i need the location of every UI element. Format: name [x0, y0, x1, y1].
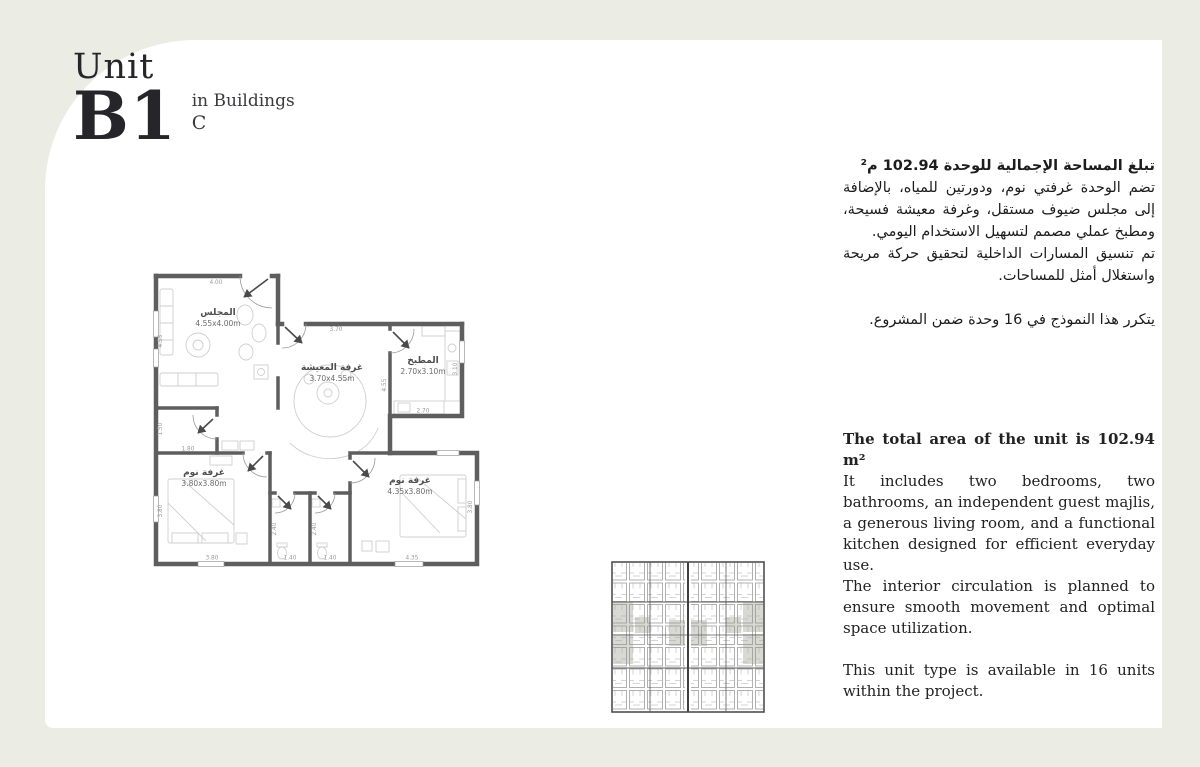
svg-text:المطبخ: المطبخ [407, 356, 439, 366]
arabic-body-2: تم تنسيق المسارات الداخلية لتحقيق حركة مريحة واستغلال أمثل للمساحات. [843, 246, 1155, 284]
svg-text:3.80: 3.80 [205, 555, 219, 562]
svg-text:2.40: 2.40 [312, 522, 318, 536]
arabic-body-1: تضم الوحدة غرفتي نوم، ودورتين للمياه، بالإضافة إلى مجلس ضيوف مستقل، وغرفة معيشة فسيحة، ومطبخ عملي مصمم لتسهيل الاستخدام اليومي. [843, 180, 1155, 240]
svg-text:1.50: 1.50 [158, 422, 164, 436]
svg-text:3.80x3.80m: 3.80x3.80m [181, 479, 227, 488]
room-label-majlis [195, 308, 240, 328]
unit-title-block [73, 47, 295, 155]
english-area-heading: The total area of the unit is 102.94 m² [843, 430, 1155, 469]
svg-text:1.40: 1.40 [283, 555, 297, 562]
room-label-kitchen [400, 356, 445, 376]
svg-text:2.70: 2.70 [416, 408, 430, 415]
svg-text:3.80: 3.80 [468, 500, 474, 514]
svg-text:1.80: 1.80 [181, 446, 195, 453]
furniture-layer [160, 289, 466, 559]
svg-text:4.35x3.80m: 4.35x3.80m [387, 487, 433, 496]
svg-text:3.70: 3.70 [329, 327, 343, 333]
arabic-description [843, 155, 1155, 331]
english-description [843, 429, 1155, 702]
english-body-1: It includes two bedrooms, two bathrooms, an independent guest majlis, a generous living room, and a functional kitchen designed for efficient everyday use. [843, 472, 1155, 574]
svg-text:3.10: 3.10 [453, 362, 459, 376]
svg-text:غرفة المعيشة: غرفة المعيشة [300, 363, 364, 373]
room-label-living [301, 363, 363, 383]
svg-text:4.00: 4.00 [209, 280, 223, 286]
unit-floor-plan [140, 253, 500, 588]
svg-text:3.70x4.55m: 3.70x4.55m [309, 374, 355, 383]
svg-text:4.35: 4.35 [405, 555, 419, 562]
svg-text:غرفة نوم: غرفة نوم [389, 476, 431, 486]
svg-text:4.55: 4.55 [382, 378, 388, 392]
unit-label: Unit [73, 47, 155, 87]
arabic-area-heading: تبلغ المساحة الإجمالية للوحدة 102.94 م² [860, 158, 1155, 174]
svg-text:2.40: 2.40 [272, 522, 278, 536]
building-key-plan [610, 560, 766, 714]
svg-text:4.55: 4.55 [158, 334, 164, 348]
unit-location [192, 83, 295, 135]
svg-text:2.70x3.10m: 2.70x3.10m [400, 367, 446, 376]
english-body-3: This unit type is available in 16 units within the project. [843, 661, 1155, 700]
unit-title-row [73, 76, 295, 155]
svg-text:المجلس: المجلس [200, 308, 236, 318]
svg-text:4.55x4.00m: 4.55x4.00m [195, 319, 241, 328]
svg-text:غرفة نوم: غرفة نوم [183, 468, 225, 478]
svg-text:3.80: 3.80 [158, 504, 164, 518]
room-label-bedroom-2 [387, 476, 432, 496]
unit-code: B1 [73, 76, 177, 155]
svg-text:1.40: 1.40 [323, 555, 337, 562]
english-body-2: The interior circulation is planned to ensure smooth movement and optimal space utilization. [843, 577, 1155, 637]
arabic-body-3: يتكرر هذا النموذج في 16 وحدة ضمن المشروع. [869, 312, 1155, 328]
room-labels [181, 308, 445, 496]
room-label-bedroom-1 [181, 468, 226, 488]
unit-location-line2: C [191, 112, 207, 135]
unit-location-line1: in Buildings [191, 90, 295, 111]
